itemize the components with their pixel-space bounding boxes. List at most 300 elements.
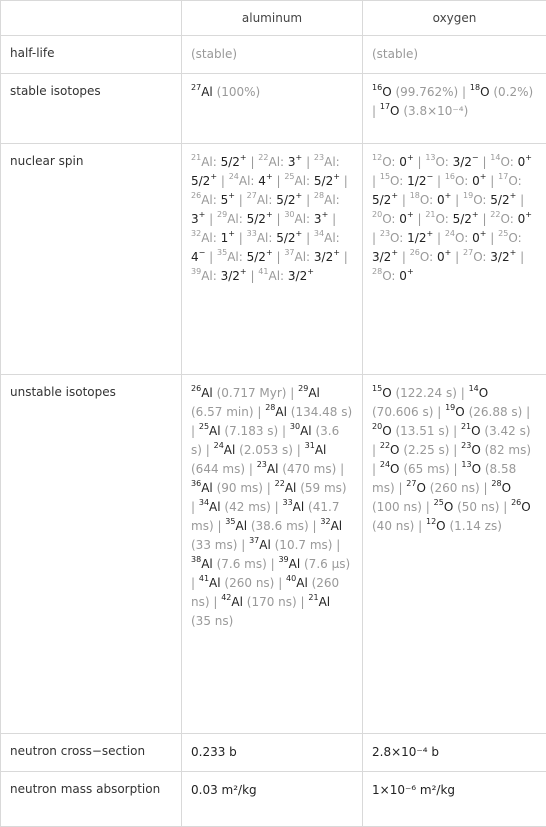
half-life: (50 ns) [457,500,499,514]
element-symbol: Al: [268,155,284,169]
spin-value: 0 [518,155,526,169]
mass-number: 13 [425,153,435,162]
header-row [1,1,546,36]
mass-number: 26 [410,248,420,257]
mass-number: 38 [191,555,201,564]
separator: | [278,424,290,438]
row-label-unstable-isotopes: unstable isotopes [1,375,182,734]
separator: | [433,231,445,245]
mass-number: 19 [445,403,455,412]
parity: + [510,248,517,257]
separator: | [372,462,380,476]
parity: + [407,267,414,276]
mass-number: 25 [498,229,508,238]
isotope-entry [191,155,247,169]
spin-value: 0 [472,174,480,188]
separator: | [449,443,461,457]
parity: + [407,210,414,219]
half-life-aluminum: (stable) [182,36,363,74]
separator: | [205,250,217,264]
mass-number: 21 [425,210,435,219]
separator: | [457,386,469,400]
mass-number: 17 [498,172,508,181]
column-header-oxygen: oxygen [363,1,546,36]
parity: + [333,172,340,181]
separator: | [516,250,524,264]
element-symbol: Al [201,386,213,400]
element-symbol: Al [224,443,236,457]
separator: | [267,557,279,571]
isotope-entry [257,462,337,476]
separator: | [247,269,259,283]
parity: + [266,172,273,181]
isotope-entry [463,250,516,264]
parity: + [480,172,487,181]
mass-number: 16 [445,172,455,181]
element-symbol: Al: [268,269,284,283]
separator: | [210,595,222,609]
separator: | [202,443,214,457]
half-life: (260 ns) [191,576,339,609]
half-life: (7.183 s) [224,424,278,438]
parity: + [228,191,235,200]
mass-number: 39 [278,555,288,564]
mass-number: 33 [282,498,292,507]
separator: | [422,500,434,514]
mass-number: 26 [511,498,521,507]
mass-number: 28 [491,479,501,488]
isotope-entry [191,193,235,207]
isotope-entry [372,386,457,400]
mass-number: 31 [305,441,315,450]
mass-number: 24 [229,172,239,181]
spin-value: 3/2 [221,269,240,283]
mass-number: 14 [490,153,500,162]
separator: | [214,519,226,533]
separator: | [286,386,298,400]
element-symbol: O: [473,250,486,264]
separator: | [309,519,321,533]
half-life: (38.6 ms) [251,519,309,533]
element-symbol: O: [390,174,403,188]
spin-value: 5/2 [372,193,391,207]
isotope-entry [247,193,303,207]
separator: | [302,155,314,169]
half-life: (2.053 s) [239,443,293,457]
spin-value: 3 [288,155,296,169]
element-symbol: Al: [295,250,311,264]
separator: | [273,174,285,188]
isotope-entry [191,557,267,571]
isotope-entry [425,212,478,226]
element-symbol: O [444,500,453,514]
separator: | [395,481,407,495]
element-symbol: Al [209,424,221,438]
element-symbol: O [471,424,480,438]
element-symbol: Al [275,405,287,419]
isotope-entry [425,155,478,169]
separator: | [235,231,247,245]
element-symbol: O [390,443,399,457]
element-symbol: Al [315,443,327,457]
spin-value: 5/2 [490,193,509,207]
mass-number: 14 [469,384,479,393]
element-symbol: Al [267,462,279,476]
isotope-entry [199,424,278,438]
separator: | [479,155,491,169]
separator: | [398,250,410,264]
spin-value: 3/2 [372,250,391,264]
element-symbol: O: [508,174,521,188]
neutron-mass-absorption-aluminum: 0.03 m²/kg [182,772,363,827]
mass-number: 21 [308,593,318,602]
spin-value: 3 [314,212,322,226]
neutron-mass-absorption-oxygen: 1×10⁻⁶ m²/kg [363,772,546,827]
element-symbol: Al [331,519,343,533]
mass-number: 16 [372,83,382,92]
isotope-entry [214,443,293,457]
isotope-entry [191,231,235,245]
element-symbol: O [502,481,511,495]
half-life: (70.606 s) [372,405,433,419]
element-symbol: O: [382,269,395,283]
element-symbol: Al [289,557,301,571]
element-symbol: O: [500,212,513,226]
parity: + [426,229,433,238]
isotope-entry [191,85,260,99]
mass-number: 32 [320,517,330,526]
isotope-entry [199,500,271,514]
abundance: (100%) [217,85,261,99]
half-life: (3.6 s) [191,424,339,457]
half-life: (41.7 ms) [191,500,339,533]
spin-value: 5/2 [191,174,210,188]
separator: | [414,155,426,169]
half-life: (40 ns) [372,519,414,533]
mass-number: 37 [284,248,294,257]
separator: | [274,576,286,590]
isotope-entry [265,405,352,419]
element-symbol: O: [390,231,403,245]
mass-number: 35 [225,517,235,526]
element-symbol: Al: [324,155,340,169]
separator: | [450,462,462,476]
parity: + [240,267,247,276]
spin-value: 5/2 [247,250,266,264]
mass-number: 34 [199,498,209,507]
isotope-entry [372,269,414,283]
mass-number: 22 [490,210,500,219]
element-symbol: Al: [257,231,273,245]
separator: | [486,231,498,245]
element-symbol: Al [209,500,221,514]
separator: | [273,250,285,264]
element-symbol: O: [436,155,449,169]
element-symbol: Al: [295,212,311,226]
neutron-cross-section-oxygen: 2.8×10⁻⁴ b [363,734,546,772]
mass-number: 13 [461,460,471,469]
abundance: (0.2%) [493,85,533,99]
table-row [1,772,546,827]
separator: | [205,212,217,226]
element-symbol: Al [201,85,213,99]
element-symbol: Al [308,386,320,400]
spin-value: 5/2 [453,212,472,226]
nuclear-spin-aluminum [182,144,363,375]
element-symbol: Al [259,538,271,552]
separator: | [522,405,530,419]
parity: + [296,191,303,200]
element-symbol: Al [201,481,213,495]
isotope-entry [191,269,247,283]
separator: | [433,174,445,188]
mass-number: 35 [217,248,227,257]
element-symbol: Al: [324,231,340,245]
isotope-entry [380,443,450,457]
isotope-entry [445,231,487,245]
isotope-entry [434,500,500,514]
element-symbol: O: [420,193,433,207]
element-symbol: Al [296,576,308,590]
separator: | [328,212,336,226]
mass-number: 41 [258,267,268,276]
isotope-entry [191,386,286,400]
half-life: (2.25 s) [403,443,449,457]
column-header-aluminum: aluminum [182,1,363,36]
half-life: (122.24 s) [395,386,456,400]
separator: | [451,250,463,264]
spin-value: 5/2 [276,231,295,245]
isotope-entry [372,424,449,438]
mass-number: 15 [380,172,390,181]
separator: | [237,538,249,552]
isotope-entry [249,538,332,552]
spin-value: 3 [191,212,199,226]
separator: | [302,193,314,207]
mass-number: 15 [372,384,382,393]
unstable-isotopes-aluminum [182,375,363,734]
element-symbol: O: [508,231,521,245]
isotope-entry [410,193,452,207]
element-symbol: Al: [201,231,217,245]
separator: | [449,424,461,438]
half-life: (42 ms) [224,500,270,514]
separator: | [372,104,380,118]
element-symbol: Al: [227,212,243,226]
half-life: (260 ns) [224,576,274,590]
element-symbol: O: [455,231,468,245]
spin-value: 3/2 [288,269,307,283]
isotope-entry [199,576,275,590]
element-symbol: Al: [201,155,217,169]
parity: − [199,248,206,257]
mass-number: 18 [470,83,480,92]
mass-number: 42 [221,593,231,602]
spin-value: 0 [399,269,407,283]
element-symbol: O: [500,155,513,169]
element-symbol: O: [382,155,395,169]
mass-number: 25 [199,422,209,431]
isotope-entry [426,519,502,533]
separator: | [433,405,445,419]
mass-number: 29 [298,384,308,393]
spin-value: 1/2 [407,174,426,188]
half-life: (65 ms) [403,462,449,476]
separator: | [486,174,498,188]
table-row [1,144,546,375]
element-symbol: Al: [239,174,255,188]
separator: | [398,193,410,207]
isotope-entry [258,155,302,169]
isotope-entry [278,557,350,571]
separator: | [372,174,380,188]
half-life: (13.51 s) [395,424,449,438]
isotope-entry [461,424,531,438]
element-symbol: Al [285,481,297,495]
isotope-entry [191,481,263,495]
separator: | [191,424,199,438]
parity: + [322,210,329,219]
parity: + [525,210,532,219]
isotope-entry [217,250,273,264]
element-symbol: O [480,85,489,99]
half-life: (1.14 zs) [449,519,501,533]
element-symbol: O [382,85,391,99]
parity: + [296,153,303,162]
half-life-oxygen: (stable) [363,36,546,74]
parity: + [333,248,340,257]
element-symbol: O [521,500,530,514]
mass-number: 17 [380,102,390,111]
mass-number: 28 [265,403,275,412]
separator: | [247,155,259,169]
mass-number: 23 [461,441,471,450]
unstable-isotopes-oxygen [363,375,546,734]
mass-number: 32 [191,229,201,238]
parity: + [296,229,303,238]
mass-number: 28 [372,267,382,276]
half-life: (35 ns) [191,614,233,628]
spin-value: 0 [437,250,445,264]
element-symbol: Al: [201,193,217,207]
half-life: (7.6 ms) [217,557,267,571]
parity: + [407,153,414,162]
separator: | [297,595,309,609]
separator: | [414,519,426,533]
mass-number: 40 [286,574,296,583]
separator: | [414,212,426,226]
half-life: (260 ns) [430,481,480,495]
separator: | [480,481,492,495]
element-symbol: O: [382,212,395,226]
element-symbol: Al: [324,193,340,207]
element-symbol: Al [201,557,213,571]
half-life: (134.48 s) [291,405,352,419]
mass-number: 28 [314,191,324,200]
parity: + [445,191,452,200]
mass-number: 39 [191,267,201,276]
parity: + [240,153,247,162]
mass-number: 26 [191,384,201,393]
mass-number: 27 [247,191,257,200]
half-life: (6.57 min) [191,405,254,419]
mass-number: 25 [434,498,444,507]
element-symbol: O: [436,212,449,226]
mass-number: 22 [275,479,285,488]
mass-number: 24 [380,460,390,469]
half-life: (33 ms) [191,538,237,552]
mass-number: 12 [426,517,436,526]
row-label-nuclear-spin: nuclear spin [1,144,182,375]
element-symbol: O [471,443,480,457]
isotope-entry [490,212,532,226]
stable-isotopes-oxygen [363,74,546,144]
isotope-entry [221,595,297,609]
mass-number: 21 [191,153,201,162]
isotope-entry [445,174,487,188]
half-life: (100 ns) [372,500,422,514]
element-symbol: O [416,481,425,495]
isotope-entry [410,250,452,264]
element-symbol: O [436,519,445,533]
corner-cell [1,1,182,36]
parity: + [445,248,452,257]
isotope-entry [258,269,314,283]
half-life: (8.58 ms) [372,462,516,495]
separator: | [302,231,314,245]
isotope-entry [284,174,340,188]
spin-value: 3/2 [490,250,509,264]
element-symbol: Al [300,424,312,438]
mass-number: 33 [247,229,257,238]
element-symbol: O [382,386,391,400]
parity: + [266,210,273,219]
mass-number: 41 [199,574,209,583]
spin-value: 0 [518,212,526,226]
half-life: (10.7 ms) [275,538,333,552]
spin-value: 5 [221,193,229,207]
table-row [1,375,546,734]
row-label-neutron-cross-section: neutron cross−section [1,734,182,772]
isotope-entry [470,85,533,99]
separator: | [271,500,283,514]
separator: | [479,212,491,226]
separator: | [191,576,199,590]
isotope-entry [461,443,531,457]
mass-number: 23 [257,460,267,469]
mass-number: 36 [191,479,201,488]
mass-number: 21 [461,422,471,431]
element-symbol: Al [231,595,243,609]
parity: − [472,153,479,162]
element-symbol: Al [293,500,305,514]
mass-number: 26 [191,191,201,200]
separator: | [458,85,470,99]
mass-number: 19 [463,191,473,200]
mass-number: 30 [284,210,294,219]
isotope-entry [490,155,532,169]
mass-number: 25 [284,172,294,181]
mass-number: 20 [372,210,382,219]
element-symbol: O: [455,174,468,188]
mass-number: 24 [445,229,455,238]
half-life: (644 ms) [191,462,245,476]
mass-number: 37 [249,536,259,545]
mass-number: 30 [290,422,300,431]
isotope-entry [380,231,433,245]
mass-number: 12 [372,153,382,162]
half-life: (90 ms) [217,481,263,495]
